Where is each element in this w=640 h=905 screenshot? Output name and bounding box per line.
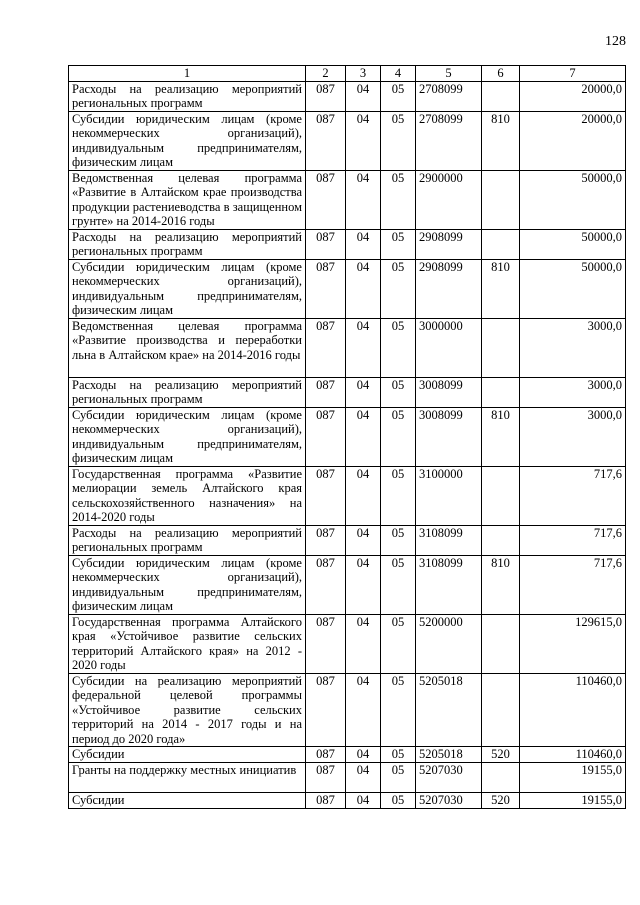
subsection-code: 05 [381,763,416,793]
ministry-code: 087 [306,111,346,170]
item-name: Ведомственная целевая программа «Развитие производства и переработки льна в Алтайском крае» на 2014-2016 годы [69,318,306,377]
expense-type-code [482,673,520,747]
expense-type-code: 520 [482,747,520,763]
table-row [69,81,626,111]
subsection-code: 05 [381,525,416,555]
column-header: 1 [69,66,306,82]
table-row [69,525,626,555]
table-header-row [69,66,626,82]
expense-type-code: 520 [482,793,520,809]
subsection-code: 05 [381,747,416,763]
subsection-code: 05 [381,318,416,377]
section-code: 04 [346,525,381,555]
subsection-code: 05 [381,170,416,229]
subsection-code: 05 [381,793,416,809]
table-row [69,170,626,229]
amount: 717,6 [520,555,626,614]
table-row [69,229,626,259]
target-article-code: 3108099 [416,555,482,614]
item-name: Государственная программа «Развитие мелиорации земель Алтайского края сельскохозяйственного назначения» на 2014-2020 годы [69,466,306,525]
target-article-code: 2900000 [416,170,482,229]
target-article-code: 2708099 [416,81,482,111]
ministry-code: 087 [306,259,346,318]
table-row [69,407,626,466]
table-row [69,111,626,170]
item-name: Государственная программа Алтайского края «Устойчивое развитие сельских территорий Алтайского края» на 2012 - 2020 годы [69,614,306,673]
subsection-code: 05 [381,81,416,111]
section-code: 04 [346,377,381,407]
ministry-code: 087 [306,525,346,555]
item-name: Субсидии юридическим лицам (кроме некоммерческих организаций), индивидуальным предпринимателям, физическим лицам [69,111,306,170]
target-article-code: 3000000 [416,318,482,377]
amount: 129615,0 [520,614,626,673]
target-article-code: 2708099 [416,111,482,170]
table-row [69,747,626,763]
subsection-code: 05 [381,673,416,747]
ministry-code: 087 [306,673,346,747]
column-header: 4 [381,66,416,82]
ministry-code: 087 [306,318,346,377]
ministry-code: 087 [306,466,346,525]
table-row [69,555,626,614]
amount: 717,6 [520,525,626,555]
expense-type-code: 810 [482,111,520,170]
subsection-code: 05 [381,259,416,318]
item-name: Гранты на поддержку местных инициатив [69,763,306,793]
amount: 19155,0 [520,763,626,793]
item-name: Расходы на реализацию мероприятий региональных программ [69,525,306,555]
expense-type-code: 810 [482,555,520,614]
amount: 110460,0 [520,747,626,763]
section-code: 04 [346,614,381,673]
expense-type-code [482,377,520,407]
ministry-code: 087 [306,793,346,809]
item-name: Ведомственная целевая программа «Развитие в Алтайском крае производства продукции растениеводства в защищенном грунте» на 2014-2016 годы [69,170,306,229]
expense-type-code: 810 [482,407,520,466]
page-number: 128 [605,34,626,49]
table-row [69,259,626,318]
subsection-code: 05 [381,229,416,259]
column-header: 2 [306,66,346,82]
section-code: 04 [346,466,381,525]
subsection-code: 05 [381,407,416,466]
item-name: Субсидии на реализацию мероприятий федеральной целевой программы «Устойчивое развитие сельских территорий на 2014 - 2017 годы и на период до 2020 года» [69,673,306,747]
target-article-code: 3108099 [416,525,482,555]
ministry-code: 087 [306,170,346,229]
target-article-code: 2908099 [416,229,482,259]
subsection-code: 05 [381,111,416,170]
ministry-code: 087 [306,407,346,466]
subsection-code: 05 [381,466,416,525]
expense-type-code: 810 [482,259,520,318]
ministry-code: 087 [306,229,346,259]
target-article-code: 5205018 [416,673,482,747]
table-row [69,673,626,747]
ministry-code: 087 [306,555,346,614]
budget-table [68,65,626,809]
table-row [69,377,626,407]
item-name: Субсидии юридическим лицам (кроме некоммерческих организаций), индивидуальным предпринимателям, физическим лицам [69,555,306,614]
section-code: 04 [346,793,381,809]
ministry-code: 087 [306,377,346,407]
table-row [69,614,626,673]
target-article-code: 3008099 [416,377,482,407]
target-article-code: 3008099 [416,407,482,466]
amount: 717,6 [520,466,626,525]
subsection-code: 05 [381,614,416,673]
section-code: 04 [346,555,381,614]
target-article-code: 5200000 [416,614,482,673]
table-row [69,318,626,377]
item-name: Расходы на реализацию мероприятий региональных программ [69,229,306,259]
item-name: Субсидии [69,747,306,763]
amount: 20000,0 [520,111,626,170]
item-name: Субсидии юридическим лицам (кроме некоммерческих организаций), индивидуальным предпринимателям, физическим лицам [69,407,306,466]
column-header: 5 [416,66,482,82]
item-name: Субсидии юридическим лицам (кроме некоммерческих организаций), индивидуальным предпринимателям, физическим лицам [69,259,306,318]
target-article-code: 3100000 [416,466,482,525]
table-row [69,466,626,525]
expense-type-code [482,170,520,229]
target-article-code: 2908099 [416,259,482,318]
section-code: 04 [346,763,381,793]
section-code: 04 [346,170,381,229]
section-code: 04 [346,81,381,111]
section-code: 04 [346,318,381,377]
amount: 50000,0 [520,170,626,229]
expense-type-code [482,229,520,259]
item-name: Расходы на реализацию мероприятий региональных программ [69,377,306,407]
column-header: 3 [346,66,381,82]
column-header: 6 [482,66,520,82]
ministry-code: 087 [306,763,346,793]
section-code: 04 [346,407,381,466]
expense-type-code [482,614,520,673]
amount: 3000,0 [520,377,626,407]
amount: 19155,0 [520,793,626,809]
item-name: Расходы на реализацию мероприятий региональных программ [69,81,306,111]
ministry-code: 087 [306,747,346,763]
section-code: 04 [346,259,381,318]
subsection-code: 05 [381,555,416,614]
ministry-code: 087 [306,614,346,673]
amount: 110460,0 [520,673,626,747]
target-article-code: 5207030 [416,793,482,809]
subsection-code: 05 [381,377,416,407]
amount: 3000,0 [520,318,626,377]
expense-type-code [482,525,520,555]
section-code: 04 [346,747,381,763]
target-article-code: 5205018 [416,747,482,763]
target-article-code: 5207030 [416,763,482,793]
amount: 3000,0 [520,407,626,466]
item-name: Субсидии [69,793,306,809]
table-row [69,763,626,793]
expense-type-code [482,318,520,377]
ministry-code: 087 [306,81,346,111]
section-code: 04 [346,111,381,170]
column-header: 7 [520,66,626,82]
expense-type-code [482,466,520,525]
expense-type-code [482,81,520,111]
amount: 50000,0 [520,259,626,318]
section-code: 04 [346,229,381,259]
amount: 20000,0 [520,81,626,111]
table-row [69,793,626,809]
amount: 50000,0 [520,229,626,259]
expense-type-code [482,763,520,793]
section-code: 04 [346,673,381,747]
